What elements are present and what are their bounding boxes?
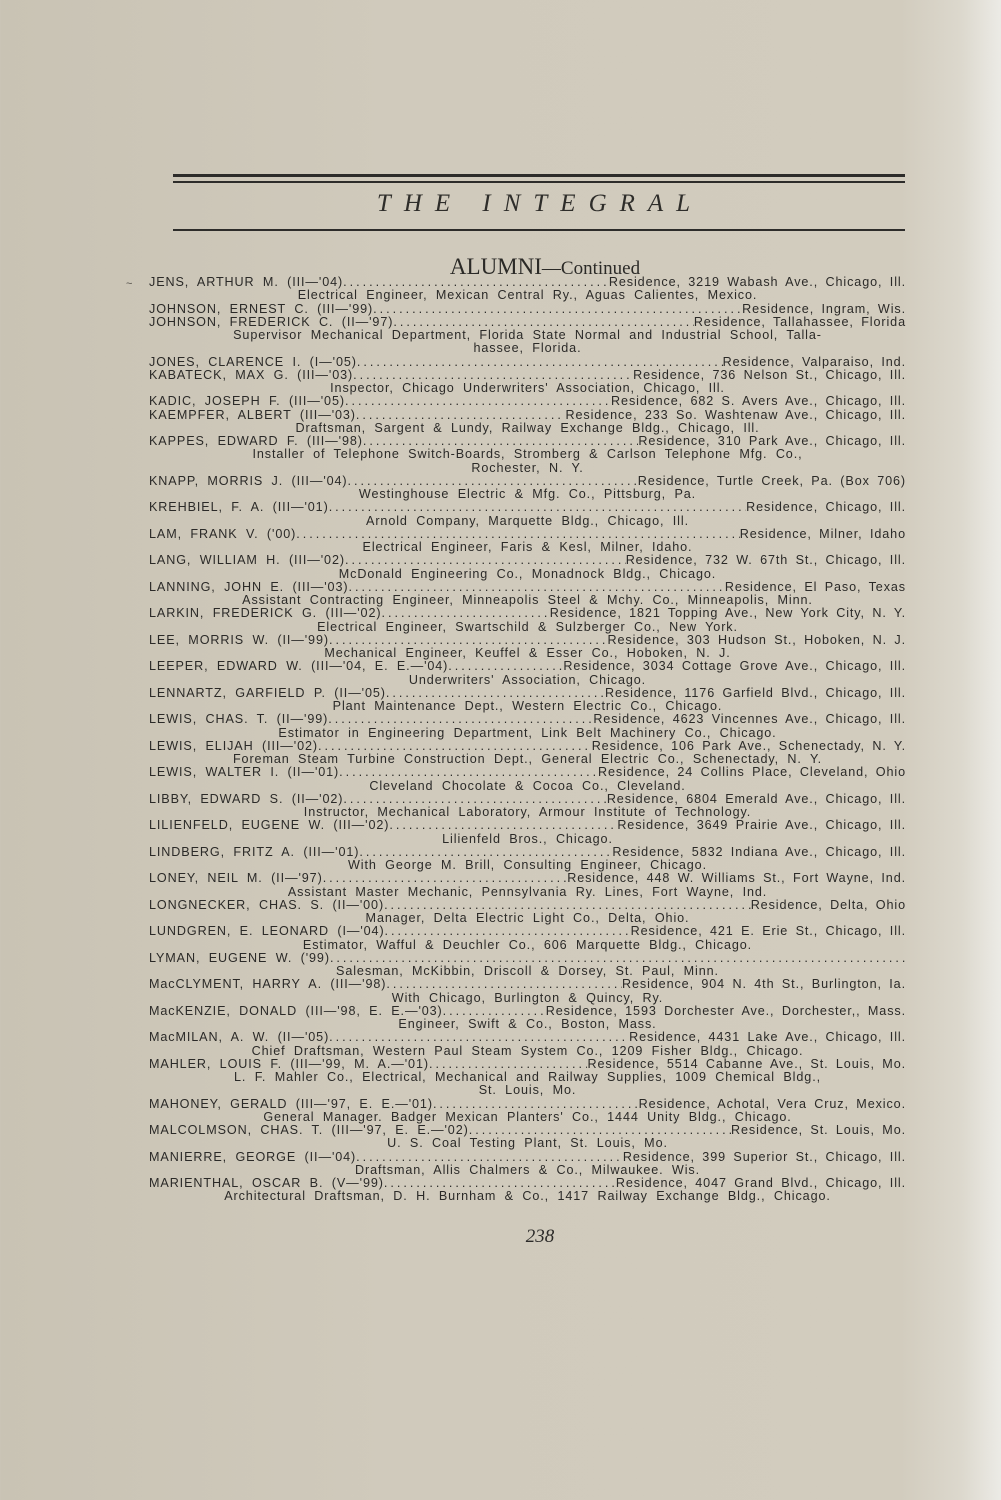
alumni-occupation: McDonald Engineering Co., Monadnock Bldg., Chicago.	[338, 567, 717, 581]
dot-leader	[345, 554, 626, 567]
alumni-residence: Residence, Milner, Idaho	[739, 526, 906, 541]
alumni-entry	[149, 899, 906, 912]
alumni-residence: Residence, El Paso, Texas	[724, 579, 906, 594]
alumni-residence: Residence, Valparaiso, Ind.	[722, 354, 906, 369]
alumni-occupation: Installer of Telephone Switch-Boards, Stromberg & Carlson Telephone Mfg. Co.,	[252, 448, 803, 462]
alumni-occupation: Rochester, N. Y.	[471, 461, 584, 475]
alumni-occupation: Chief Draftsman, Western Paul Steam System Co., 1209 Fisher Bldg., Chicago.	[251, 1044, 804, 1058]
dot-leader	[356, 1151, 623, 1164]
alumni-name: LYMAN, EUGENE W. ('99)	[149, 950, 330, 965]
alumni-residence: Residence, 1821 Topping Ave., New York City, N. Y.	[549, 606, 906, 621]
alumni-name: JENS, ARTHUR M. (III—'04)	[149, 275, 344, 289]
alumni-residence: Residence, Achotal, Vera Cruz, Mexico.	[638, 1096, 906, 1111]
alumni-residence: Residence, 3649 Prairie Ave., Chicago, Ill.	[617, 818, 906, 833]
running-title: THE INTEGRAL	[376, 190, 704, 217]
alumni-residence: Residence, 3034 Cottage Grove Ave., Chicago, Ill.	[563, 659, 906, 674]
alumni-occupation: With Chicago, Burlington & Quincy, Ry.	[391, 991, 664, 1005]
alumni-entry	[149, 435, 906, 448]
dot-leader	[328, 713, 593, 726]
alumni-residence: Residence, Turtle Creek, Pa. (Box 706)	[637, 473, 906, 488]
dot-leader	[429, 1058, 588, 1071]
alumni-name: LONGNECKER, CHAS. S. (II—'00)	[149, 897, 385, 912]
alumni-residence: Residence, 5514 Cabanne Ave., St. Louis, Mo.	[587, 1056, 906, 1071]
alumni-occupation: Underwriters' Association, Chicago.	[408, 673, 647, 687]
alumni-name: JOHNSON, FREDERICK C. (II—'97)	[149, 314, 394, 329]
alumni-entry	[149, 581, 906, 594]
alumni-entry	[149, 369, 906, 382]
heading-main: ALUMNI	[449, 254, 542, 279]
alumni-entry	[149, 528, 906, 541]
dot-leader	[393, 316, 693, 329]
alumni-entry	[149, 634, 906, 647]
alumni-residence: Residence, 399 Superior St., Chicago, Ill.	[622, 1149, 906, 1164]
alumni-occupation: Architectural Draftsman, D. H. Burnham & Co., 1417 Railway Exchange Bldg., Chicago.	[224, 1190, 831, 1204]
alumni-name: LUNDGREN, E. LEONARD (I—'04)	[149, 924, 385, 939]
alumni-occupation: Draftsman, Sargent & Lundy, Railway Exchange Bldg., Chicago, Ill.	[295, 421, 760, 435]
alumni-occupation: Estimator in Engineering Department, Link Belt Machinery Co., Chicago.	[278, 726, 777, 740]
alumni-occupation: U. S. Coal Testing Plant, St. Louis, Mo.	[387, 1137, 668, 1151]
alumni-occupation: hassee, Florida.	[473, 342, 582, 356]
dot-leader	[384, 899, 751, 912]
alumni-name: KNAPP, MORRIS J. (III—'04)	[149, 473, 348, 488]
dot-leader	[343, 276, 609, 289]
alumni-occupation: L. F. Mahler Co., Electrical, Mechanical and Railway Supplies, 1009 Chemical Bldg.,	[234, 1071, 821, 1084]
alumni-residence: Residence, 233 So. Washtenaw Ave., Chicago, Ill.	[565, 407, 906, 422]
alumni-occupation: Lilienfeld Bros., Chicago.	[442, 832, 613, 846]
alumni-occupation: Mechanical Engineer, Keuffel & Esser Co., Hoboken, N. J.	[324, 647, 731, 660]
alumni-name: LAM, FRANK V. ('00)	[149, 526, 297, 541]
alumni-entry	[149, 554, 906, 567]
dot-leader	[469, 1124, 731, 1137]
top-rule-thin	[173, 181, 905, 183]
alumni-entry	[149, 978, 906, 991]
dot-leader	[384, 1177, 616, 1190]
alumni-residence: Residence, 4431 Lake Ave., Chicago, Ill.	[629, 1030, 906, 1045]
dot-leader	[323, 872, 568, 885]
alumni-name: LIBBY, EDWARD S. (II—'02)	[149, 791, 344, 806]
alumni-residence: Residence, 732 W. 67th St., Chicago, Ill.	[625, 553, 906, 568]
alumni-entry	[149, 276, 906, 289]
alumni-name: KADIC, JOSEPH F. (III—'05)	[149, 394, 345, 409]
alumni-occupation: Electrical Engineer, Swartschild & Sulzberger Co., New York.	[317, 620, 738, 634]
dot-leader	[386, 687, 605, 700]
dot-leader	[448, 660, 563, 673]
alumni-entry	[149, 1098, 906, 1111]
alumni-name: MacCLYMENT, HARRY A. (III—'98)	[149, 977, 387, 992]
alumni-name: KAPPES, EDWARD F. (III—'98)	[149, 434, 363, 448]
alumni-occupation: General Manager. Badger Mexican Planters' Co., 1444 Unity Bldg., Chicago.	[263, 1110, 792, 1124]
alumni-entry	[149, 501, 906, 514]
alumni-occupation: Inspector, Chicago Underwriters' Association, Chicago, Ill.	[330, 382, 725, 395]
heading-suffix: —Continued	[541, 258, 641, 279]
alumni-occupation: Foreman Steam Turbine Construction Dept., General Electric Co., Schenectady, N. Y.	[232, 753, 823, 766]
alumni-residence: Residence, Tallahassee, Florida	[693, 314, 906, 329]
alumni-entry	[149, 1031, 906, 1044]
alumni-entry	[149, 409, 906, 422]
dot-leader	[339, 766, 598, 779]
dot-leader	[359, 846, 612, 859]
alumni-name: LEE, MORRIS W. (II—'99)	[149, 632, 329, 647]
dot-leader	[348, 581, 724, 594]
alumni-residence: Residence, 24 Collins Place, Cleveland, Ohio	[597, 765, 906, 780]
alumni-occupation: Manager, Delta Electric Light Co., Delta, Ohio.	[365, 912, 690, 925]
alumni-residence: Residence, 3219 Wabash Ave., Chicago, Ill.	[608, 275, 906, 289]
alumni-occupation: Plant Maintenance Dept., Western Electric Co., Chicago.	[332, 700, 723, 713]
dot-leader	[363, 435, 639, 448]
alumni-name: KREHBIEL, F. A. (III—'01)	[149, 500, 329, 515]
alumni-name: MAHONEY, GERALD (III—'97, E. E.—'01)	[149, 1096, 433, 1111]
alumni-occupation: Engineer, Swift & Co., Boston, Mass.	[398, 1018, 657, 1031]
alumni-occupation: Instructor, Mechanical Laboratory, Armour Institute of Technology.	[303, 806, 752, 819]
alumni-entry	[149, 766, 906, 779]
alumni-residence: Residence, 904 N. 4th St., Burlington, Ia.	[621, 977, 906, 992]
alumni-name: LANNING, JOHN E. (III—'03)	[149, 579, 349, 594]
alumni-entry	[149, 1005, 906, 1018]
alumni-residence: Residence, 736 Nelson St., Chicago, Ill.	[633, 367, 906, 382]
alumni-name: MALCOLMSON, CHAS. T. (III—'97, E. E.—'02)	[149, 1123, 469, 1137]
dot-leader	[318, 740, 592, 753]
alumni-residence: Residence, 1593 Dorchester Ave., Dorchester,, Mass.	[545, 1003, 906, 1018]
dot-leader	[381, 607, 549, 620]
alumni-name: JONES, CLARENCE I. (I—'05)	[149, 354, 357, 369]
alumni-name: LEEPER, EDWARD W. (III—'04, E. E.—'04)	[149, 659, 449, 674]
alumni-residence: Residence, 448 W. Williams St., Fort Wayne, Ind.	[567, 871, 906, 886]
alumni-occupation: Supervisor Mechanical Department, Florida State Normal and Industrial School, Talla-	[233, 329, 822, 342]
alumni-residence: Residence, Delta, Ohio	[750, 897, 906, 912]
dot-leader	[357, 356, 723, 369]
alumni-name: LEWIS, CHAS. T. (II—'99)	[149, 712, 329, 727]
alumni-residence: Residence, St. Louis, Mo.	[731, 1123, 906, 1137]
dot-leader	[348, 475, 638, 488]
alumni-entry	[149, 1058, 906, 1071]
alumni-name: MARIENTHAL, OSCAR B. (V—'99)	[149, 1176, 384, 1190]
alumni-entry	[149, 740, 906, 753]
alumni-residence: Residence, Ingram, Wis.	[742, 301, 906, 316]
alumni-name: KAEMPFER, ALBERT (III—'03)	[149, 407, 356, 422]
alumni-name: LINDBERG, FRITZ A. (III—'01)	[149, 844, 360, 859]
alumni-entry	[149, 819, 906, 832]
alumni-entry	[149, 475, 906, 488]
dot-leader	[386, 978, 622, 991]
dot-leader	[330, 952, 906, 965]
dot-leader	[329, 501, 746, 514]
alumni-entry	[149, 356, 906, 369]
margin-mark: ~	[126, 278, 133, 290]
alumni-residence: Residence, 4623 Vincennes Ave., Chicago, Ill.	[593, 712, 906, 727]
alumni-residence: Residence, 303 Hudson St., Hoboken, N. J.	[607, 632, 906, 647]
top-rule-thick	[173, 174, 905, 177]
alumni-entry	[149, 872, 906, 885]
alumni-occupation: Westinghouse Electric & Mfg. Co., Pittsburg, Pa.	[358, 488, 697, 501]
alumni-name: LENNARTZ, GARFIELD P. (II—'05)	[149, 685, 386, 700]
alumni-entry	[149, 1151, 906, 1164]
alumni-occupation: Electrical Engineer, Faris & Kesl, Milner, Idaho.	[362, 541, 693, 554]
alumni-entry	[149, 660, 906, 673]
alumni-name: LEWIS, ELIJAH (III—'02)	[149, 738, 318, 753]
alumni-name: LANG, WILLIAM H. (III—'02)	[149, 553, 345, 568]
alumni-entry	[149, 846, 906, 859]
dot-leader	[385, 925, 631, 938]
alumni-name: LARKIN, FREDERICK G. (III—'02)	[149, 606, 382, 621]
alumni-residence: Residence, 682 S. Avers Ave., Chicago, Ill.	[611, 394, 906, 409]
dot-leader	[329, 634, 608, 647]
alumni-residence: Residence, 5832 Indiana Ave., Chicago, Ill.	[612, 844, 906, 859]
alumni-entry	[149, 316, 906, 329]
alumni-name: LONEY, NEIL M. (II—'97)	[149, 871, 323, 886]
alumni-entry	[149, 925, 906, 938]
alumni-occupation: Salesman, McKibbin, Driscoll & Dorsey, St. Paul, Minn.	[336, 965, 719, 978]
alumni-residence: Residence, 106 Park Ave., Schenectady, N. Y.	[591, 738, 906, 753]
alumni-entry	[149, 793, 906, 806]
alumni-occupation: St. Louis, Mo.	[478, 1084, 577, 1098]
alumni-entry	[149, 687, 906, 700]
alumni-residence: Residence, Chicago, Ill.	[746, 500, 906, 515]
dot-leader	[343, 793, 606, 806]
dot-leader	[296, 528, 740, 541]
alumni-entry	[149, 952, 906, 965]
alumni-residence: Residence, 4047 Grand Blvd., Chicago, Ill.	[615, 1176, 906, 1190]
dot-leader	[356, 409, 566, 422]
alumni-name: KABATECK, MAX G. (III—'03)	[149, 367, 354, 382]
alumni-residence: Residence, 421 E. Erie St., Chicago, Ill.	[630, 924, 906, 939]
title-underline	[173, 229, 905, 231]
alumni-name: LILIENFELD, EUGENE W. (III—'02)	[149, 818, 390, 833]
alumni-name: MAHLER, LOUIS F. (III—'99, M. A.—'01)	[149, 1056, 429, 1071]
alumni-occupation: Electrical Engineer, Mexican Central Ry., Aguas Calientes, Mexico.	[297, 289, 758, 303]
dot-leader	[345, 395, 611, 408]
alumni-name: MANIERRE, GEORGE (II—'04)	[149, 1149, 357, 1164]
dot-leader	[443, 1005, 546, 1018]
alumni-entry	[149, 1124, 906, 1137]
page-number: 238	[525, 1226, 555, 1247]
alumni-residence: Residence, 310 Park Ave., Chicago, Ill.	[638, 434, 906, 448]
alumni-occupation: Assistant Contracting Engineer, Minneapolis Steel & Mchy. Co., Minneapolis, Minn.	[242, 594, 813, 607]
alumni-entry	[149, 713, 906, 726]
dot-leader	[373, 303, 742, 316]
dot-leader	[433, 1098, 639, 1111]
alumni-entry	[149, 607, 906, 620]
alumni-residence: Residence, 1176 Garfield Blvd., Chicago, Ill.	[605, 685, 906, 700]
dot-leader	[389, 819, 617, 832]
alumni-name: LEWIS, WALTER I. (II—'01)	[149, 765, 340, 780]
alumni-list	[149, 276, 906, 1204]
dot-leader	[329, 1031, 629, 1044]
alumni-occupation: Arnold Company, Marquette Bldg., Chicago, Ill.	[366, 514, 689, 528]
alumni-occupation: Assistant Master Mechanic, Pennsylvania Ry. Lines, Fort Wayne, Ind.	[287, 885, 768, 899]
dot-leader	[353, 369, 633, 382]
alumni-entry	[149, 303, 906, 316]
alumni-occupation: Estimator, Wafful & Deuchler Co., 606 Marquette Bldg., Chicago.	[302, 938, 753, 952]
alumni-name: MacKENZIE, DONALD (III—'98, E. E.—'03)	[149, 1003, 443, 1018]
alumni-entry	[149, 395, 906, 408]
alumni-residence: Residence, 6804 Emerald Ave., Chicago, Ill.	[606, 791, 906, 806]
alumni-name: JOHNSON, ERNEST C. (III—'99)	[149, 301, 374, 316]
alumni-name: MacMILAN, A. W. (II—'05)	[149, 1030, 330, 1045]
alumni-occupation: Draftsman, Allis Chalmers & Co., Milwaukee. Wis.	[354, 1163, 701, 1177]
alumni-occupation: With George M. Brill, Consulting Engineer, Chicago.	[348, 859, 707, 872]
alumni-occupation: Cleveland Chocolate & Cocoa Co., Cleveland.	[369, 779, 686, 793]
alumni-entry	[149, 1177, 906, 1190]
